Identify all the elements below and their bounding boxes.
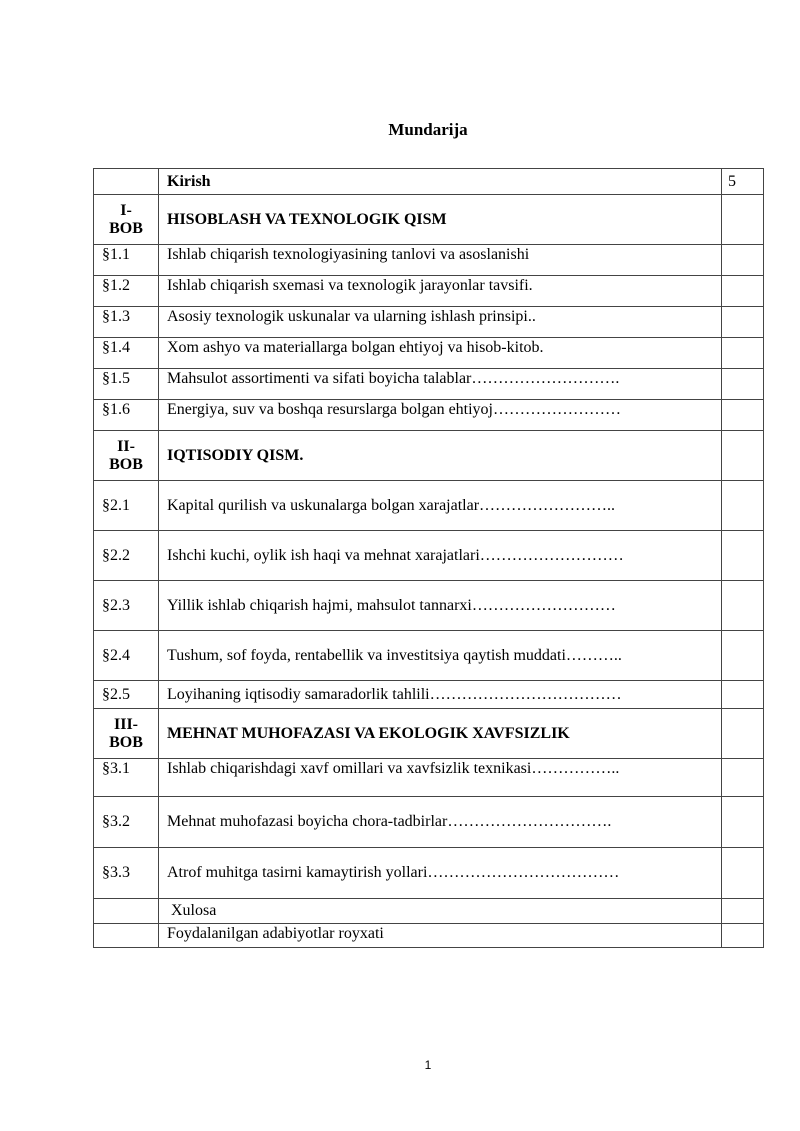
section-number: §3.1 bbox=[94, 759, 159, 797]
toc-row bbox=[94, 631, 764, 681]
section-title: Kapital qurilish va uskunalarga bolgan xarajatlar…………………….. bbox=[159, 481, 722, 531]
toc-row bbox=[94, 681, 764, 709]
section-number: §2.1 bbox=[94, 481, 159, 531]
chapter2-title: IQTISODIY QISM. bbox=[159, 431, 722, 481]
toc-row-chapter3 bbox=[94, 709, 764, 759]
toc-row bbox=[94, 531, 764, 581]
toc-row bbox=[94, 338, 764, 369]
section-number: §3.3 bbox=[94, 848, 159, 899]
toc-num-cell bbox=[94, 899, 159, 924]
section-title: Tushum, sof foyda, rentabellik va investitsiya qaytish muddati……….. bbox=[159, 631, 722, 681]
toc-row bbox=[94, 245, 764, 276]
section-title: Loyihaning iqtisodiy samaradorlik tahlili……………………………… bbox=[159, 681, 722, 709]
toc-page-cell bbox=[722, 276, 764, 307]
section-title: Mahsulot assortimenti va sifati boyicha talablar………………………. bbox=[159, 369, 722, 400]
section-title: Ishlab chiqarish sxemasi va texnologik jarayonlar tavsifi. bbox=[159, 276, 722, 307]
toc-page-cell bbox=[722, 797, 764, 848]
toc-page-cell bbox=[722, 759, 764, 797]
page-title: Mundarija bbox=[388, 120, 468, 139]
toc-intro-label: Kirish bbox=[159, 169, 722, 195]
toc-page-cell bbox=[722, 431, 764, 481]
toc-row-intro bbox=[94, 169, 764, 195]
section-title: Mehnat muhofazasi boyicha chora-tadbirlar…………………………. bbox=[159, 797, 722, 848]
toc-intro-page: 5 bbox=[722, 169, 764, 195]
toc-page-cell bbox=[722, 709, 764, 759]
references-label: Foydalanilgan adabiyotlar royxati bbox=[159, 924, 722, 948]
section-title: Energiya, suv va boshqa resurslarga bolgan ehtiyoj…………………… bbox=[159, 400, 722, 431]
section-title: Asosiy texnologik uskunalar va ularning ishlash prinsipi.. bbox=[159, 307, 722, 338]
section-number: §1.5 bbox=[94, 369, 159, 400]
toc-page-cell bbox=[722, 848, 764, 899]
section-number: §3.2 bbox=[94, 797, 159, 848]
conclusion-label: Xulosa bbox=[159, 899, 722, 924]
toc-page-cell bbox=[722, 631, 764, 681]
toc-page-cell bbox=[722, 307, 764, 338]
section-number: §2.3 bbox=[94, 581, 159, 631]
toc-row-chapter1 bbox=[94, 195, 764, 245]
toc-page-cell bbox=[722, 581, 764, 631]
toc-row bbox=[94, 759, 764, 797]
section-number: §2.5 bbox=[94, 681, 159, 709]
chapter1-number: I- BOB bbox=[94, 195, 159, 245]
chapter3-number: III- BOB bbox=[94, 709, 159, 759]
toc-row-conclusion bbox=[94, 899, 764, 924]
page-number: 1 bbox=[424, 1058, 432, 1072]
toc-row-chapter2 bbox=[94, 431, 764, 481]
table-of-contents bbox=[93, 168, 764, 948]
section-number: §1.4 bbox=[94, 338, 159, 369]
section-number: §2.4 bbox=[94, 631, 159, 681]
section-title: Ishlab chiqarish texnologiyasining tanlovi va asoslanishi bbox=[159, 245, 722, 276]
toc-page-cell bbox=[722, 481, 764, 531]
toc-row bbox=[94, 276, 764, 307]
toc-row bbox=[94, 581, 764, 631]
toc-row bbox=[94, 307, 764, 338]
section-number: §1.1 bbox=[94, 245, 159, 276]
toc-page-cell bbox=[722, 369, 764, 400]
section-title: Ishchi kuchi, oylik ish haqi va mehnat xarajatlari……………………… bbox=[159, 531, 722, 581]
toc-row bbox=[94, 797, 764, 848]
section-number: §1.2 bbox=[94, 276, 159, 307]
toc-row bbox=[94, 481, 764, 531]
toc-row-references bbox=[94, 924, 764, 948]
toc-num-cell bbox=[94, 924, 159, 948]
section-number: §1.3 bbox=[94, 307, 159, 338]
section-title: Yillik ishlab chiqarish hajmi, mahsulot tannarxi……………………… bbox=[159, 581, 722, 631]
toc-page-cell bbox=[722, 245, 764, 276]
section-number: §1.6 bbox=[94, 400, 159, 431]
toc-page-cell bbox=[722, 924, 764, 948]
chapter2-number: II- BOB bbox=[94, 431, 159, 481]
toc-page-cell bbox=[722, 338, 764, 369]
toc-page-cell bbox=[722, 899, 764, 924]
chapter1-title: HISOBLASH VA TEXNOLOGIK QISM bbox=[159, 195, 722, 245]
toc-row bbox=[94, 369, 764, 400]
toc-row bbox=[94, 848, 764, 899]
toc-page-cell bbox=[722, 195, 764, 245]
toc-page-cell bbox=[722, 400, 764, 431]
toc-num-cell bbox=[94, 169, 159, 195]
toc-page-cell bbox=[722, 531, 764, 581]
section-title: Atrof muhitga tasirni kamaytirish yollari……………………………… bbox=[159, 848, 722, 899]
toc-page-cell bbox=[722, 681, 764, 709]
section-title: Xom ashyo va materiallarga bolgan ehtiyoj va hisob-kitob. bbox=[159, 338, 722, 369]
chapter3-title: MEHNAT MUHOFAZASI VA EKOLOGIK XAVFSIZLIK bbox=[159, 709, 722, 759]
section-number: §2.2 bbox=[94, 531, 159, 581]
section-title: Ishlab chiqarishdagi xavf omillari va xavfsizlik texnikasi…………….. bbox=[159, 759, 722, 797]
toc-row bbox=[94, 400, 764, 431]
